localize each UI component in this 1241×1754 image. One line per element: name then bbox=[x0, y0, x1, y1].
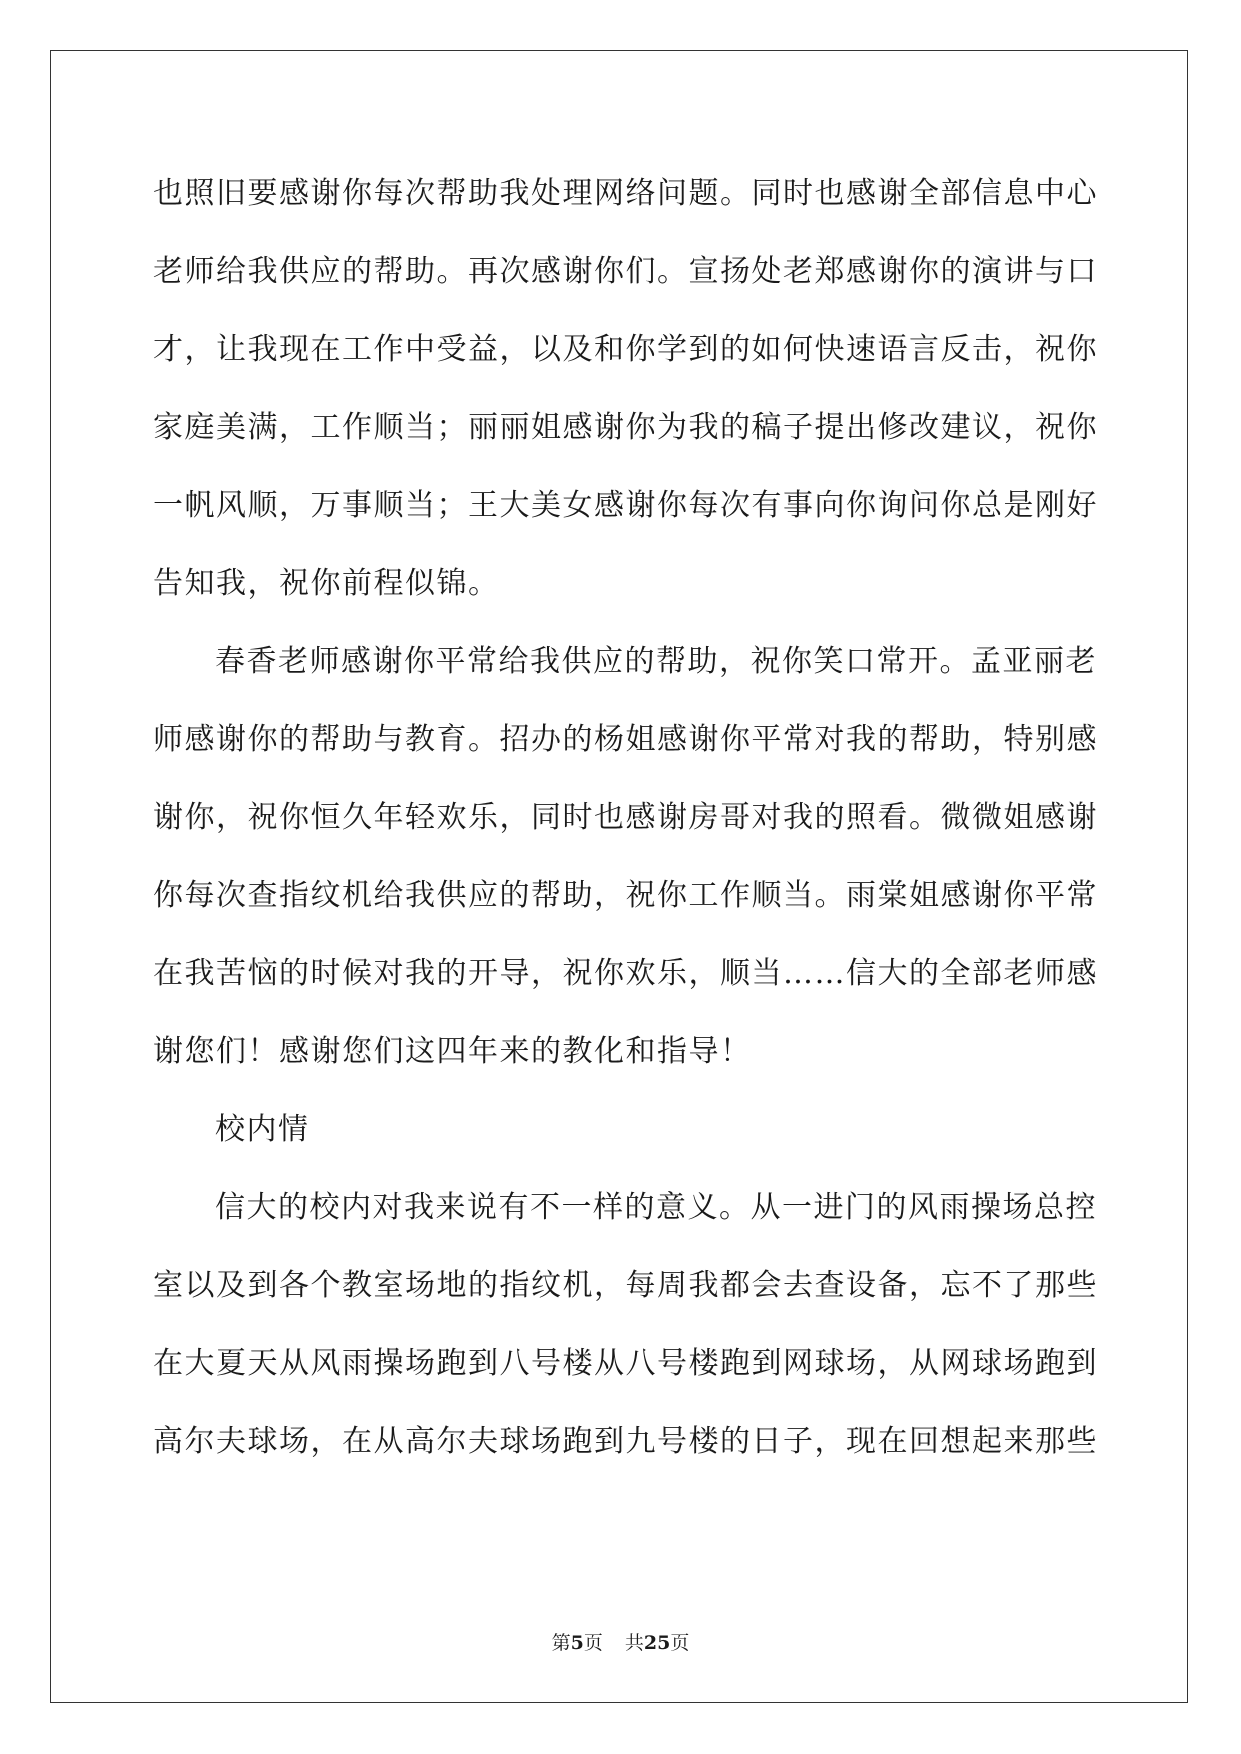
text-line: 一帆风顺，万事顺当；王大美女感谢你每次有事向你询问你总是刚好 bbox=[153, 488, 1098, 523]
current-page-number: 5 bbox=[570, 1632, 584, 1654]
total-page-count: 25 bbox=[643, 1632, 671, 1654]
text-line: 谢您们！感谢您们这四年来的教化和指导！ bbox=[153, 1034, 752, 1069]
text-line: 老师给我供应的帮助。再次感谢你们。宣扬处老郑感谢你的演讲与口 bbox=[153, 254, 1098, 289]
footer-page-unit: 页 bbox=[583, 1632, 603, 1654]
text-line: 师感谢你的帮助与教育。招办的杨姐感谢你平常对我的帮助，特别感 bbox=[153, 722, 1098, 757]
text-line: 告知我，祝你前程似锦。 bbox=[153, 566, 500, 601]
text-line: 你每次查指纹机给我供应的帮助，祝你工作顺当。雨棠姐感谢你平常 bbox=[153, 878, 1098, 913]
text-line: 春香老师感谢你平常给我供应的帮助，祝你笑口常开。孟亚丽老 bbox=[215, 644, 1097, 679]
text-line: 信大的校内对我来说有不一样的意义。从一进门的风雨操场总控 bbox=[215, 1190, 1097, 1225]
text-line: 在我苦恼的时候对我的开导，祝你欢乐，顺当……信大的全部老师感 bbox=[153, 956, 1098, 991]
text-line: 高尔夫球场，在从高尔夫球场跑到九号楼的日子，现在回想起来那些 bbox=[153, 1424, 1098, 1459]
footer-total-unit: 页 bbox=[670, 1632, 690, 1654]
text-line: 在大夏天从风雨操场跑到八号楼从八号楼跑到网球场，从网球场跑到 bbox=[153, 1346, 1098, 1381]
page-footer bbox=[0, 1628, 1241, 1655]
text-line: 才，让我现在工作中受益，以及和你学到的如何快速语言反击，祝你 bbox=[153, 332, 1098, 367]
footer-total-prefix: 共 bbox=[624, 1632, 644, 1654]
text-line: 谢你，祝你恒久年轻欢乐，同时也感谢房哥对我的照看。微微姐感谢 bbox=[153, 800, 1098, 835]
text-line: 也照旧要感谢你每次帮助我处理网络问题。同时也感谢全部信息中心 bbox=[153, 176, 1098, 211]
document-body bbox=[153, 155, 1098, 1481]
text-line: 家庭美满，工作顺当；丽丽姐感谢你为我的稿子提出修改建议，祝你 bbox=[153, 410, 1098, 445]
text-line: 校内情 bbox=[215, 1112, 310, 1147]
footer-prefix: 第 bbox=[551, 1632, 571, 1654]
text-line: 室以及到各个教室场地的指纹机，每周我都会去查设备，忘不了那些 bbox=[153, 1268, 1098, 1303]
